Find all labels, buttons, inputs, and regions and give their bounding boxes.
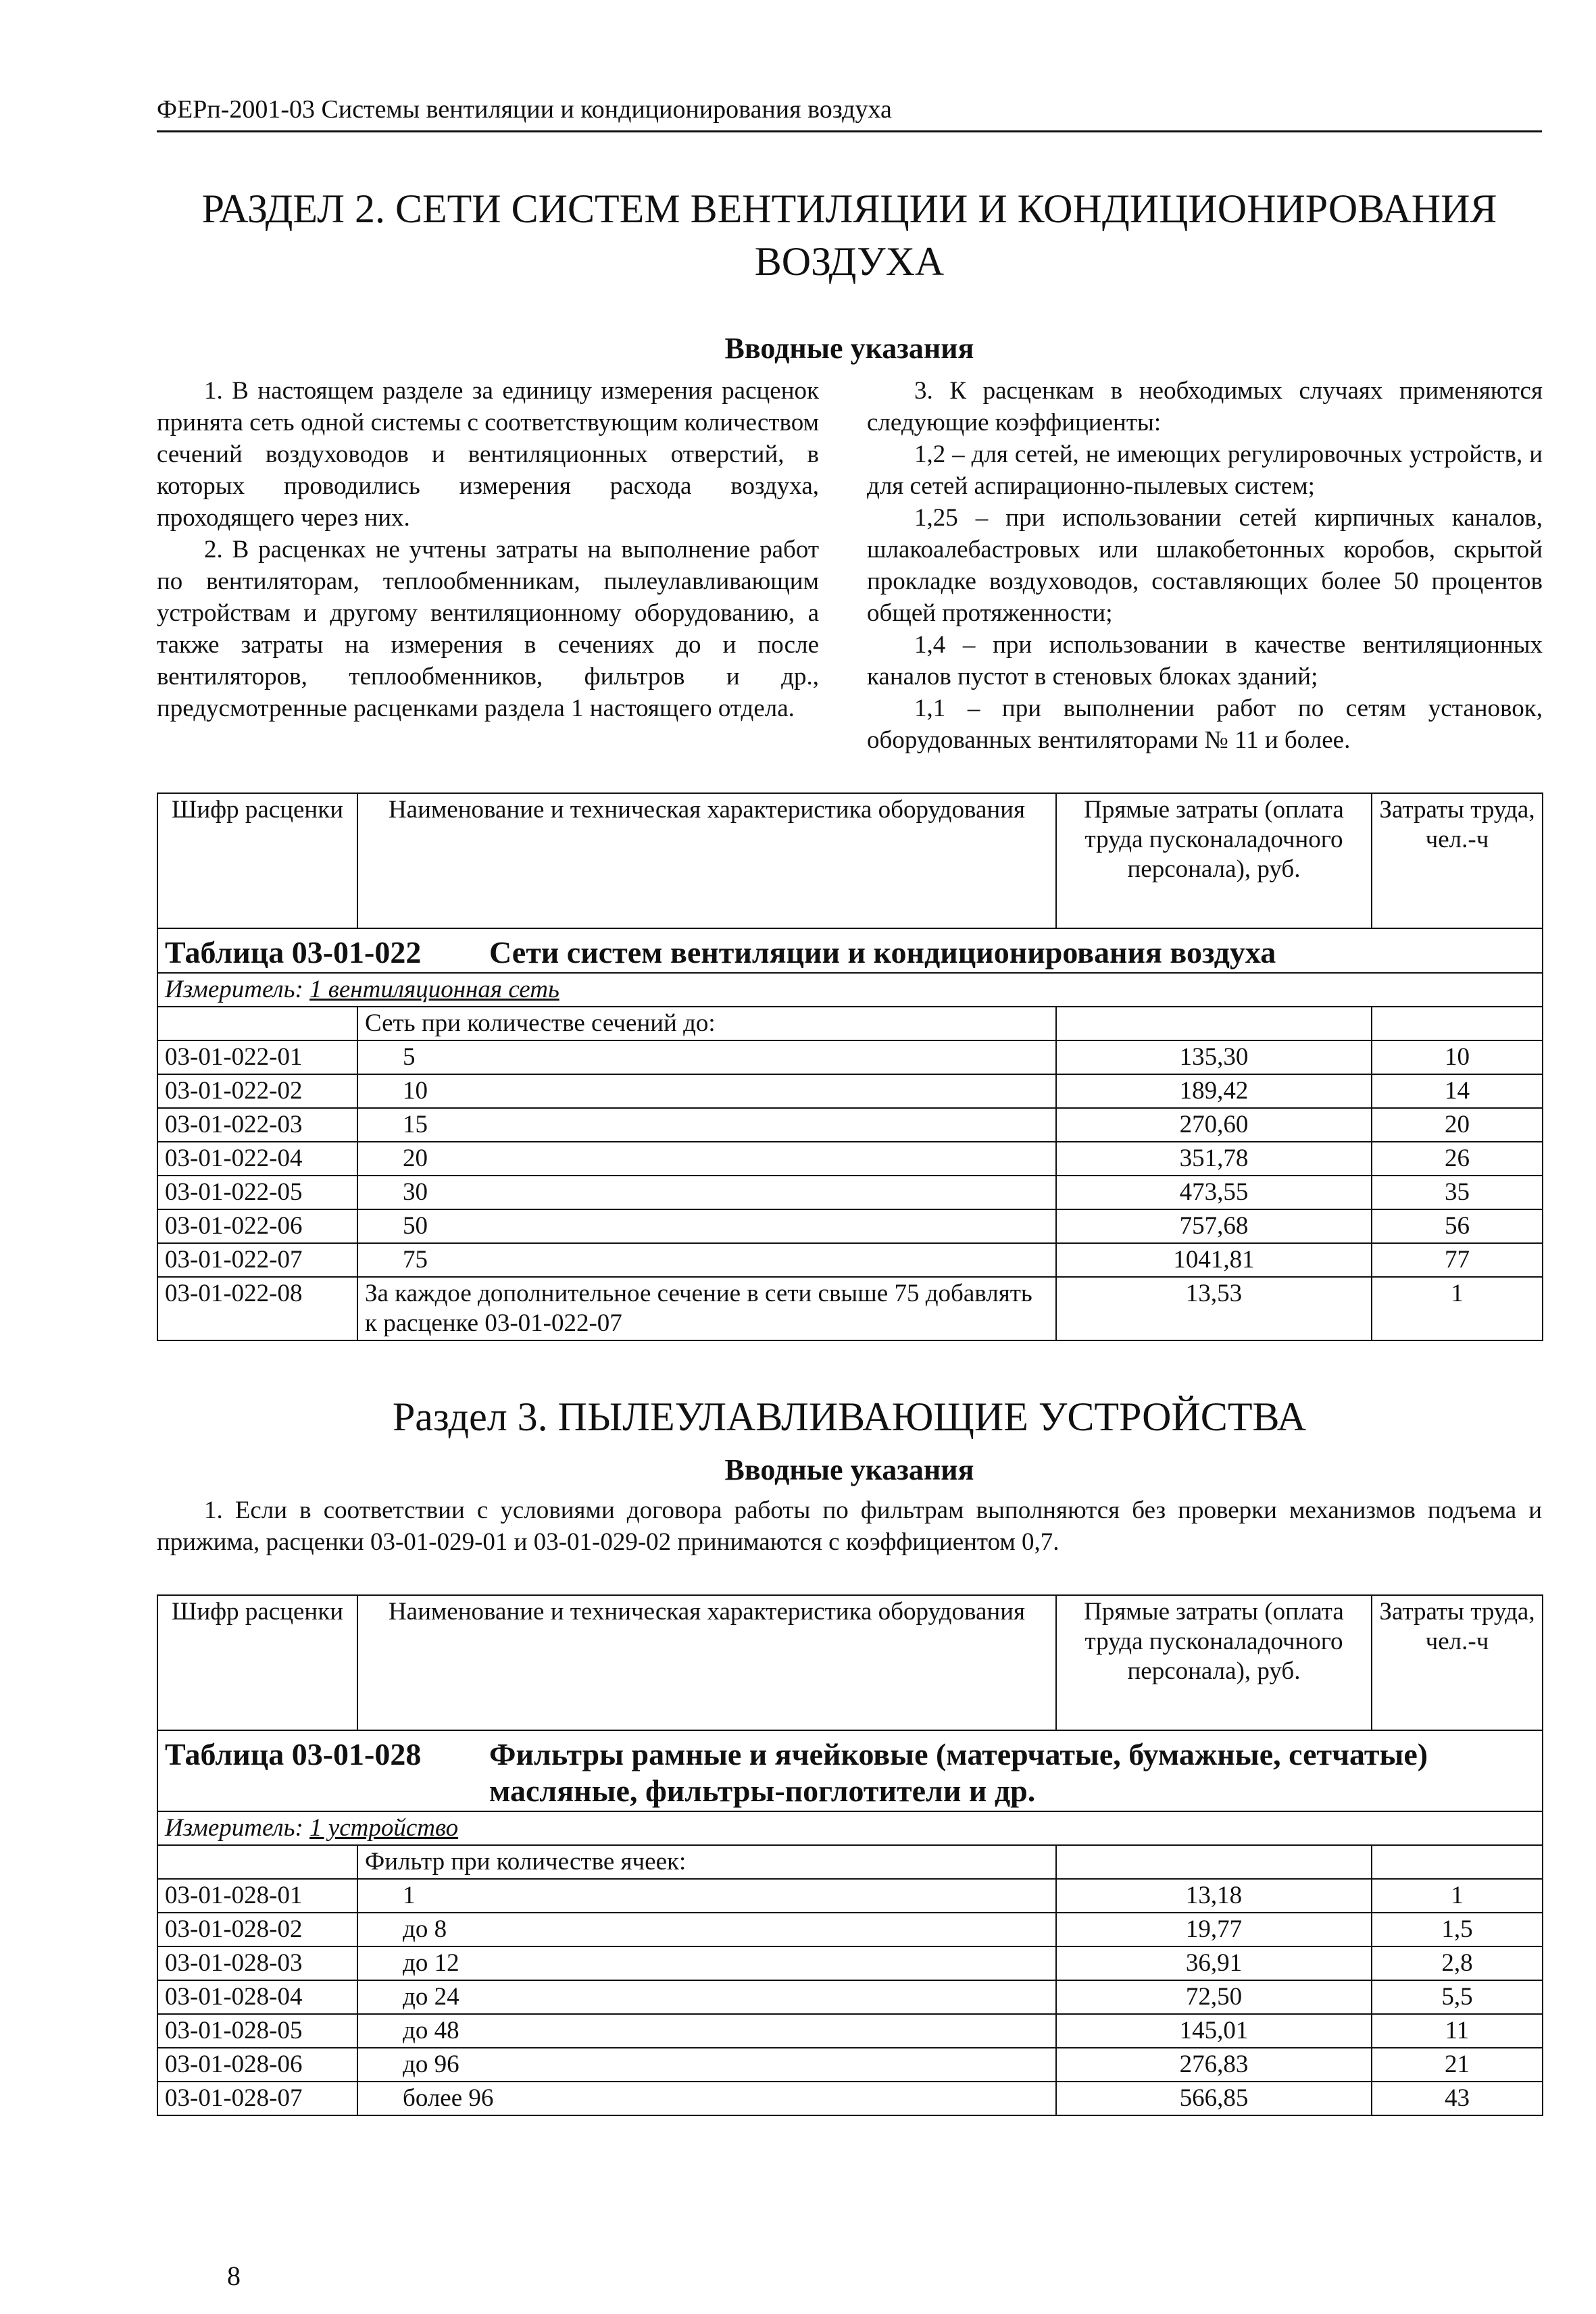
header-labor: Затраты труда, чел.-ч — [1372, 1595, 1543, 1730]
row-name: 10 — [357, 1074, 1056, 1108]
row-direct: 135,30 — [1056, 1040, 1372, 1074]
row-labor: 21 — [1372, 2048, 1543, 2082]
row-direct: 72,50 — [1056, 1980, 1372, 2014]
row-direct: 13,53 — [1056, 1277, 1372, 1340]
row-labor: 35 — [1372, 1176, 1543, 1209]
page-number: 8 — [227, 2261, 241, 2291]
table-title-row — [157, 1730, 1543, 1811]
table-group-row — [157, 1007, 1543, 1040]
table-number: Таблица 03-01-028 — [165, 1737, 422, 1771]
table-row — [157, 1142, 1543, 1176]
header-direct-costs: Прямые затраты (оплата труда пусконаладочного персонала), руб. — [1056, 1595, 1372, 1730]
row-name: до 8 — [357, 1913, 1056, 1946]
row-labor: 1 — [1372, 1879, 1543, 1913]
row-name: 5 — [357, 1040, 1056, 1074]
row-name: 30 — [357, 1176, 1056, 1209]
row-code: 03-01-022-08 — [157, 1277, 357, 1340]
row-name: до 96 — [357, 2048, 1056, 2082]
section2-paragraph-1: 1. В настоящем разделе за единицу измерения расценок принята сеть одной системы с соответствующим количеством сечений воздуховодов и вентиляционных отверстий, в которых проводились измерения расхода воздуха, проходящего через них. — [157, 377, 819, 532]
row-name: 1 — [357, 1879, 1056, 1913]
row-name: до 12 — [357, 1946, 1056, 1980]
row-labor: 2,8 — [1372, 1946, 1543, 1980]
measure-label: Измеритель: — [165, 1814, 303, 1842]
row-labor: 77 — [1372, 1243, 1543, 1277]
row-code: 03-01-022-01 — [157, 1040, 357, 1074]
row-direct: 189,42 — [1056, 1074, 1372, 1108]
table-row — [157, 2082, 1543, 2115]
row-code: 03-01-028-03 — [157, 1946, 357, 1980]
measure-value: 1 вентиляционная сеть — [309, 976, 559, 1003]
section3-paragraph-1: 1. Если в соответствии с условиями договора работы по фильтрам выполняются без проверки механизмов подъема и прижима, расценки 03-01-029-01 и 03-01-029-02 принимаются с коэффициентом 0,7. — [157, 1496, 1542, 1556]
header-name: Наименование и техническая характеристика оборудования — [357, 1595, 1056, 1730]
table-header-row — [157, 793, 1543, 928]
row-name: 15 — [357, 1108, 1056, 1142]
row-labor: 11 — [1372, 2014, 1543, 2048]
table-row — [157, 2014, 1543, 2048]
row-code: 03-01-022-06 — [157, 1209, 357, 1243]
table-header-row — [157, 1595, 1543, 1730]
table-row — [157, 1277, 1543, 1340]
row-direct: 351,78 — [1056, 1142, 1372, 1176]
table-name: Сети систем вентиляции и кондиционирования воздуха — [489, 935, 1276, 970]
row-labor: 26 — [1372, 1142, 1543, 1176]
running-header: ФЕРп-2001-03 Системы вентиляции и кондиционирования воздуха — [157, 95, 892, 124]
row-code: 03-01-022-03 — [157, 1108, 357, 1142]
row-direct: 13,18 — [1056, 1879, 1372, 1913]
header-name: Наименование и техническая характеристика оборудования — [357, 793, 1056, 928]
section3-title: Раздел 3. ПЫЛЕУЛАВЛИВАЮЩИЕ УСТРОЙСТВА — [392, 1394, 1307, 1439]
row-direct: 145,01 — [1056, 2014, 1372, 2048]
row-code: 03-01-022-02 — [157, 1074, 357, 1108]
row-code: 03-01-028-07 — [157, 2082, 357, 2115]
header-direct-costs: Прямые затраты (оплата труда пусконаладочного персонала), руб. — [1056, 793, 1372, 928]
section2-paragraph-3: 3. К расценкам в необходимых случаях применяются следующие коэффициенты: — [867, 377, 1543, 436]
table-row — [157, 1980, 1543, 2014]
section3-intro-heading: Вводные указания — [724, 1453, 974, 1486]
table-group-row — [157, 1845, 1543, 1879]
section2-left-column — [157, 375, 819, 724]
coefficient-1-2: 1,2 – для сетей, не имеющих регулировочных устройств, и для сетей аспирационно-пылевых систем; — [867, 441, 1543, 500]
table-row — [157, 1243, 1543, 1277]
row-code: 03-01-028-06 — [157, 2048, 357, 2082]
row-code: 03-01-022-05 — [157, 1176, 357, 1209]
table-measure-row — [157, 973, 1543, 1007]
table-row — [157, 1176, 1543, 1209]
header-rule — [157, 130, 1542, 132]
measure-label: Измеритель: — [165, 976, 303, 1003]
table-name: Фильтры рамные и ячейковые (матерчатые, бумажные, сетчатые) масляные, фильтры-поглотители и др. — [489, 1737, 1428, 1808]
row-code: 03-01-028-02 — [157, 1913, 357, 1946]
row-direct: 36,91 — [1056, 1946, 1372, 1980]
row-direct: 1041,81 — [1056, 1243, 1372, 1277]
row-name: За каждое дополнительное сечение в сети свыше 75 добавлять к расценке 03-01-022-07 — [357, 1277, 1056, 1340]
row-code: 03-01-028-04 — [157, 1980, 357, 2014]
table-row — [157, 1040, 1543, 1074]
row-labor: 20 — [1372, 1108, 1543, 1142]
row-labor: 5,5 — [1372, 1980, 1543, 2014]
header-labor: Затраты труда, чел.-ч — [1372, 793, 1543, 928]
coefficient-1-1: 1,1 – при выполнении работ по сетям установок, оборудованных вентиляторами № 11 и более. — [867, 695, 1543, 754]
row-direct: 757,68 — [1056, 1209, 1372, 1243]
row-code: 03-01-028-01 — [157, 1879, 357, 1913]
coefficient-1-4: 1,4 – при использовании в качестве вентиляционных каналов пустот в стеновых блоках зданий; — [867, 631, 1543, 690]
table-row — [157, 1074, 1543, 1108]
table-row — [157, 1209, 1543, 1243]
row-direct: 270,60 — [1056, 1108, 1372, 1142]
row-labor: 1 — [1372, 1277, 1543, 1340]
row-direct: 473,55 — [1056, 1176, 1372, 1209]
section2-title-line1: РАЗДЕЛ 2. СЕТИ СИСТЕМ ВЕНТИЛЯЦИИ И КОНДИЦИОНИРОВАНИЯ — [201, 186, 1497, 231]
row-direct: 566,85 — [1056, 2082, 1372, 2115]
row-name: более 96 — [357, 2082, 1056, 2115]
table-row — [157, 1913, 1543, 1946]
table-row — [157, 1946, 1543, 1980]
section2-right-column — [867, 375, 1543, 756]
table-number: Таблица 03-01-022 — [165, 935, 422, 970]
row-code: 03-01-028-05 — [157, 2014, 357, 2048]
section2-title — [157, 182, 1542, 288]
table-row — [157, 2048, 1543, 2082]
section2-paragraph-2: 2. В расценках не учтены затраты на выполнение работ по вентиляторам, теплообменникам, пылеулавливающим устройствам и другому вентиляционному оборудованию, а также затраты на измерения в сечениях до и после вентиляторов, теплообменников, фильтров и др., предусмотренные расценками раздела 1 настоящего отдела. — [157, 536, 819, 722]
table-row — [157, 1108, 1543, 1142]
row-name: 20 — [357, 1142, 1056, 1176]
row-labor: 1,5 — [1372, 1913, 1543, 1946]
section2-title-line2: ВОЗДУХА — [754, 239, 945, 284]
table-measure-row — [157, 1811, 1543, 1845]
header-code: Шифр расценки — [157, 793, 357, 928]
group-label: Фильтр при количестве ячеек: — [357, 1845, 1056, 1879]
table-title-row — [157, 928, 1543, 973]
row-code: 03-01-022-07 — [157, 1243, 357, 1277]
section2-intro-heading: Вводные указания — [724, 332, 974, 365]
row-name: 50 — [357, 1209, 1056, 1243]
table-row — [157, 1879, 1543, 1913]
row-labor: 14 — [1372, 1074, 1543, 1108]
table-03-01-022 — [157, 793, 1543, 1341]
measure-value: 1 устройство — [309, 1814, 459, 1842]
section3-text — [157, 1494, 1542, 1558]
row-labor: 10 — [1372, 1040, 1543, 1074]
row-name: 75 — [357, 1243, 1056, 1277]
row-name: до 24 — [357, 1980, 1056, 2014]
row-direct: 276,83 — [1056, 2048, 1372, 2082]
row-name: до 48 — [357, 2014, 1056, 2048]
row-labor: 56 — [1372, 1209, 1543, 1243]
header-code: Шифр расценки — [157, 1595, 357, 1730]
table-03-01-028 — [157, 1594, 1543, 2116]
row-direct: 19,77 — [1056, 1913, 1372, 1946]
coefficient-1-25: 1,25 – при использовании сетей кирпичных каналов, шлакоалебастровых или шлакобетонных коробов, скрытой прокладке воздуховодов, составляющих более 50 процентов общей протяженности; — [867, 504, 1543, 627]
row-labor: 43 — [1372, 2082, 1543, 2115]
group-label: Сеть при количестве сечений до: — [357, 1007, 1056, 1040]
row-code: 03-01-022-04 — [157, 1142, 357, 1176]
